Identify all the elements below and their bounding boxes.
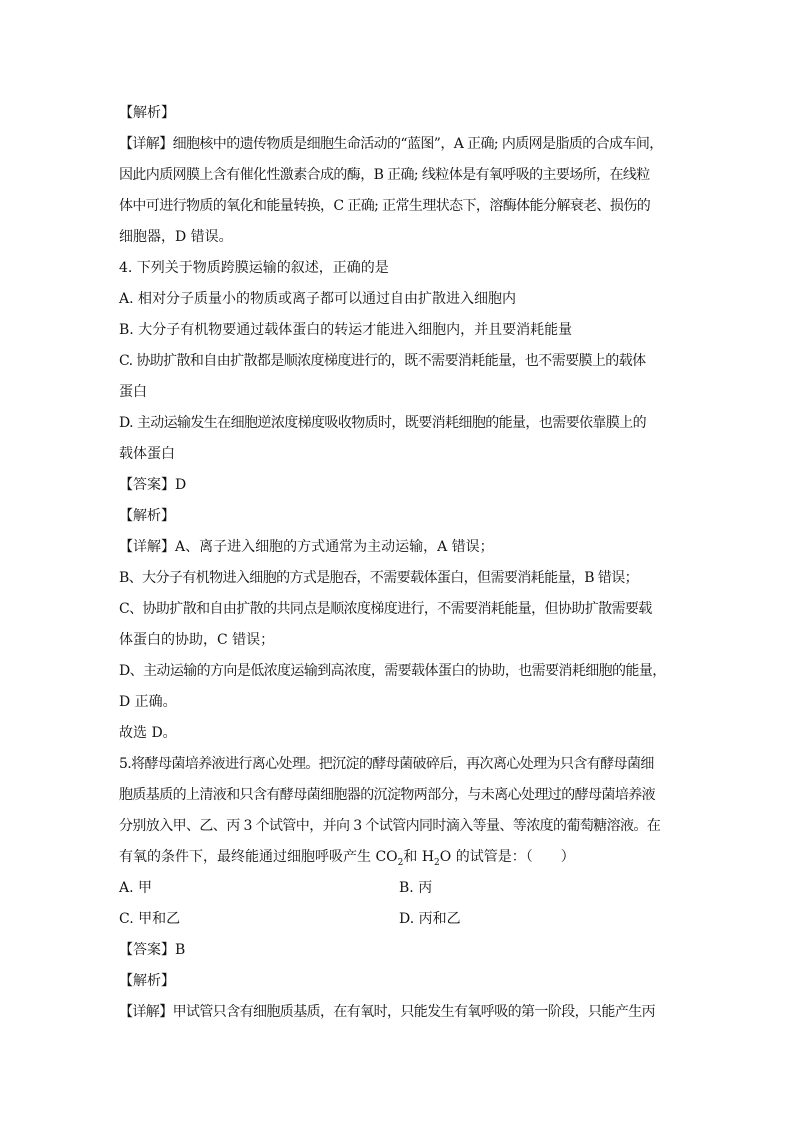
q5-stem-line-4	[119, 842, 679, 873]
q4-detail-line-4: 体蛋白的协助，C 错误；	[119, 632, 275, 648]
q5-stem-line-1: 5.将酵母菌培养液进行离心处理。把沉淀的酵母菌破碎后，再次离心处理为只含有酵母菌细	[119, 756, 654, 772]
q5-options-row-2	[119, 904, 679, 935]
q3-analysis-heading: 【解析】	[119, 105, 175, 121]
q4-detail-line-2: B、大分子有机物进入细胞的方式是胞吞，不需要载体蛋白，但需要消耗能量，B 错误；	[119, 570, 639, 586]
q4-option-d-line-2: 载体蛋白	[119, 446, 175, 462]
q4-option-d-line-1: D. 主动运输发生在细胞逆浓度梯度吸收物质时，既要消耗细胞的能量，也需要依靠膜上的	[119, 415, 647, 431]
q4-option-c-line-2: 蛋白	[119, 384, 147, 400]
q4-detail-line-5: D、主动运输的方向是低浓度运输到高浓度，需要载体蛋白的协助，也需要消耗细胞的能量，	[119, 663, 666, 679]
q5-stem-text-pre: 有氧的条件下，最终能通过细胞呼吸产生 CO	[119, 849, 398, 865]
q4-analysis-heading: 【解析】	[119, 508, 175, 524]
q5-stem-text-mid: 和 H	[403, 849, 435, 865]
q4-conclusion: 故选 D。	[119, 725, 177, 741]
q3-detail-line-1: 【详解】细胞核中的遗传物质是细胞生命活动的“蓝图”，A 正确; 内质网是脂质的合成车间，	[119, 136, 663, 152]
q5-subscript-h2o: 2	[434, 857, 440, 868]
q5-options-row-1	[119, 873, 679, 904]
q4-option-a: A. 相对分子质量小的物质或离子都可以通过自由扩散进入细胞内	[119, 291, 517, 307]
q5-stem-line-2: 胞质基质的上清液和只含有酵母菌细胞器的沉淀物两部分，与未离心处理过的酵母菌培养液	[119, 787, 655, 803]
q5-stem-line-3: 分别放入甲、乙、丙 3 个试管中，并向 3 个试管内同时滴入等量、等浓度的葡萄糖溶液。在	[119, 818, 661, 834]
q4-stem: 4. 下列关于物质跨膜运输的叙述，正确的是	[119, 260, 389, 276]
document-page	[119, 98, 679, 1028]
q4-detail-line-1: 【详解】A、离子进入细胞的方式通常为主动运输，A 错误；	[119, 539, 494, 555]
q4-answer: 【答案】D	[119, 477, 187, 493]
q4-option-b: B. 大分子有机物要通过载体蛋白的转运才能进入细胞内，并且要消耗能量	[119, 322, 573, 338]
q5-option-d: D. 丙和乙	[399, 911, 461, 927]
q5-option-c: C. 甲和乙	[119, 911, 181, 927]
q5-stem-text-post: O 的试管是：（ ）	[439, 849, 575, 865]
q5-analysis-heading: 【解析】	[119, 973, 175, 989]
q4-detail-line-3: C、协助扩散和自由扩散的共同点是顺浓度梯度进行，不需要消耗能量，但协助扩散需要载	[119, 601, 652, 617]
q5-subscript-co2: 2	[397, 857, 404, 868]
q5-detail-line-1: 【详解】甲试管只含有细胞质基质，在有氧时，只能发生有氧呼吸的第一阶段，只能产生丙	[119, 1004, 655, 1020]
q5-option-b: B. 丙	[399, 880, 433, 896]
q3-detail-line-3: 体中可进行物质的氧化和能量转换，C 正确; 正常生理状态下，溶酶体能分解衰老、损伤的	[119, 198, 651, 214]
q3-detail-line-2: 因此内质网膜上含有催化性激素合成的酶，B 正确; 线粒体是有氧呼吸的主要场所，在线粒	[119, 167, 650, 183]
q4-detail-line-6: D 正确。	[119, 694, 177, 710]
q5-answer: 【答案】B	[119, 942, 186, 958]
q4-option-c-line-1: C. 协助扩散和自由扩散都是顺浓度梯度进行的，既不需要消耗能量，也不需要膜上的载体	[119, 353, 646, 369]
q5-option-a: A. 甲	[119, 880, 153, 896]
q3-detail-line-4: 细胞器，D 错误。	[119, 229, 233, 245]
